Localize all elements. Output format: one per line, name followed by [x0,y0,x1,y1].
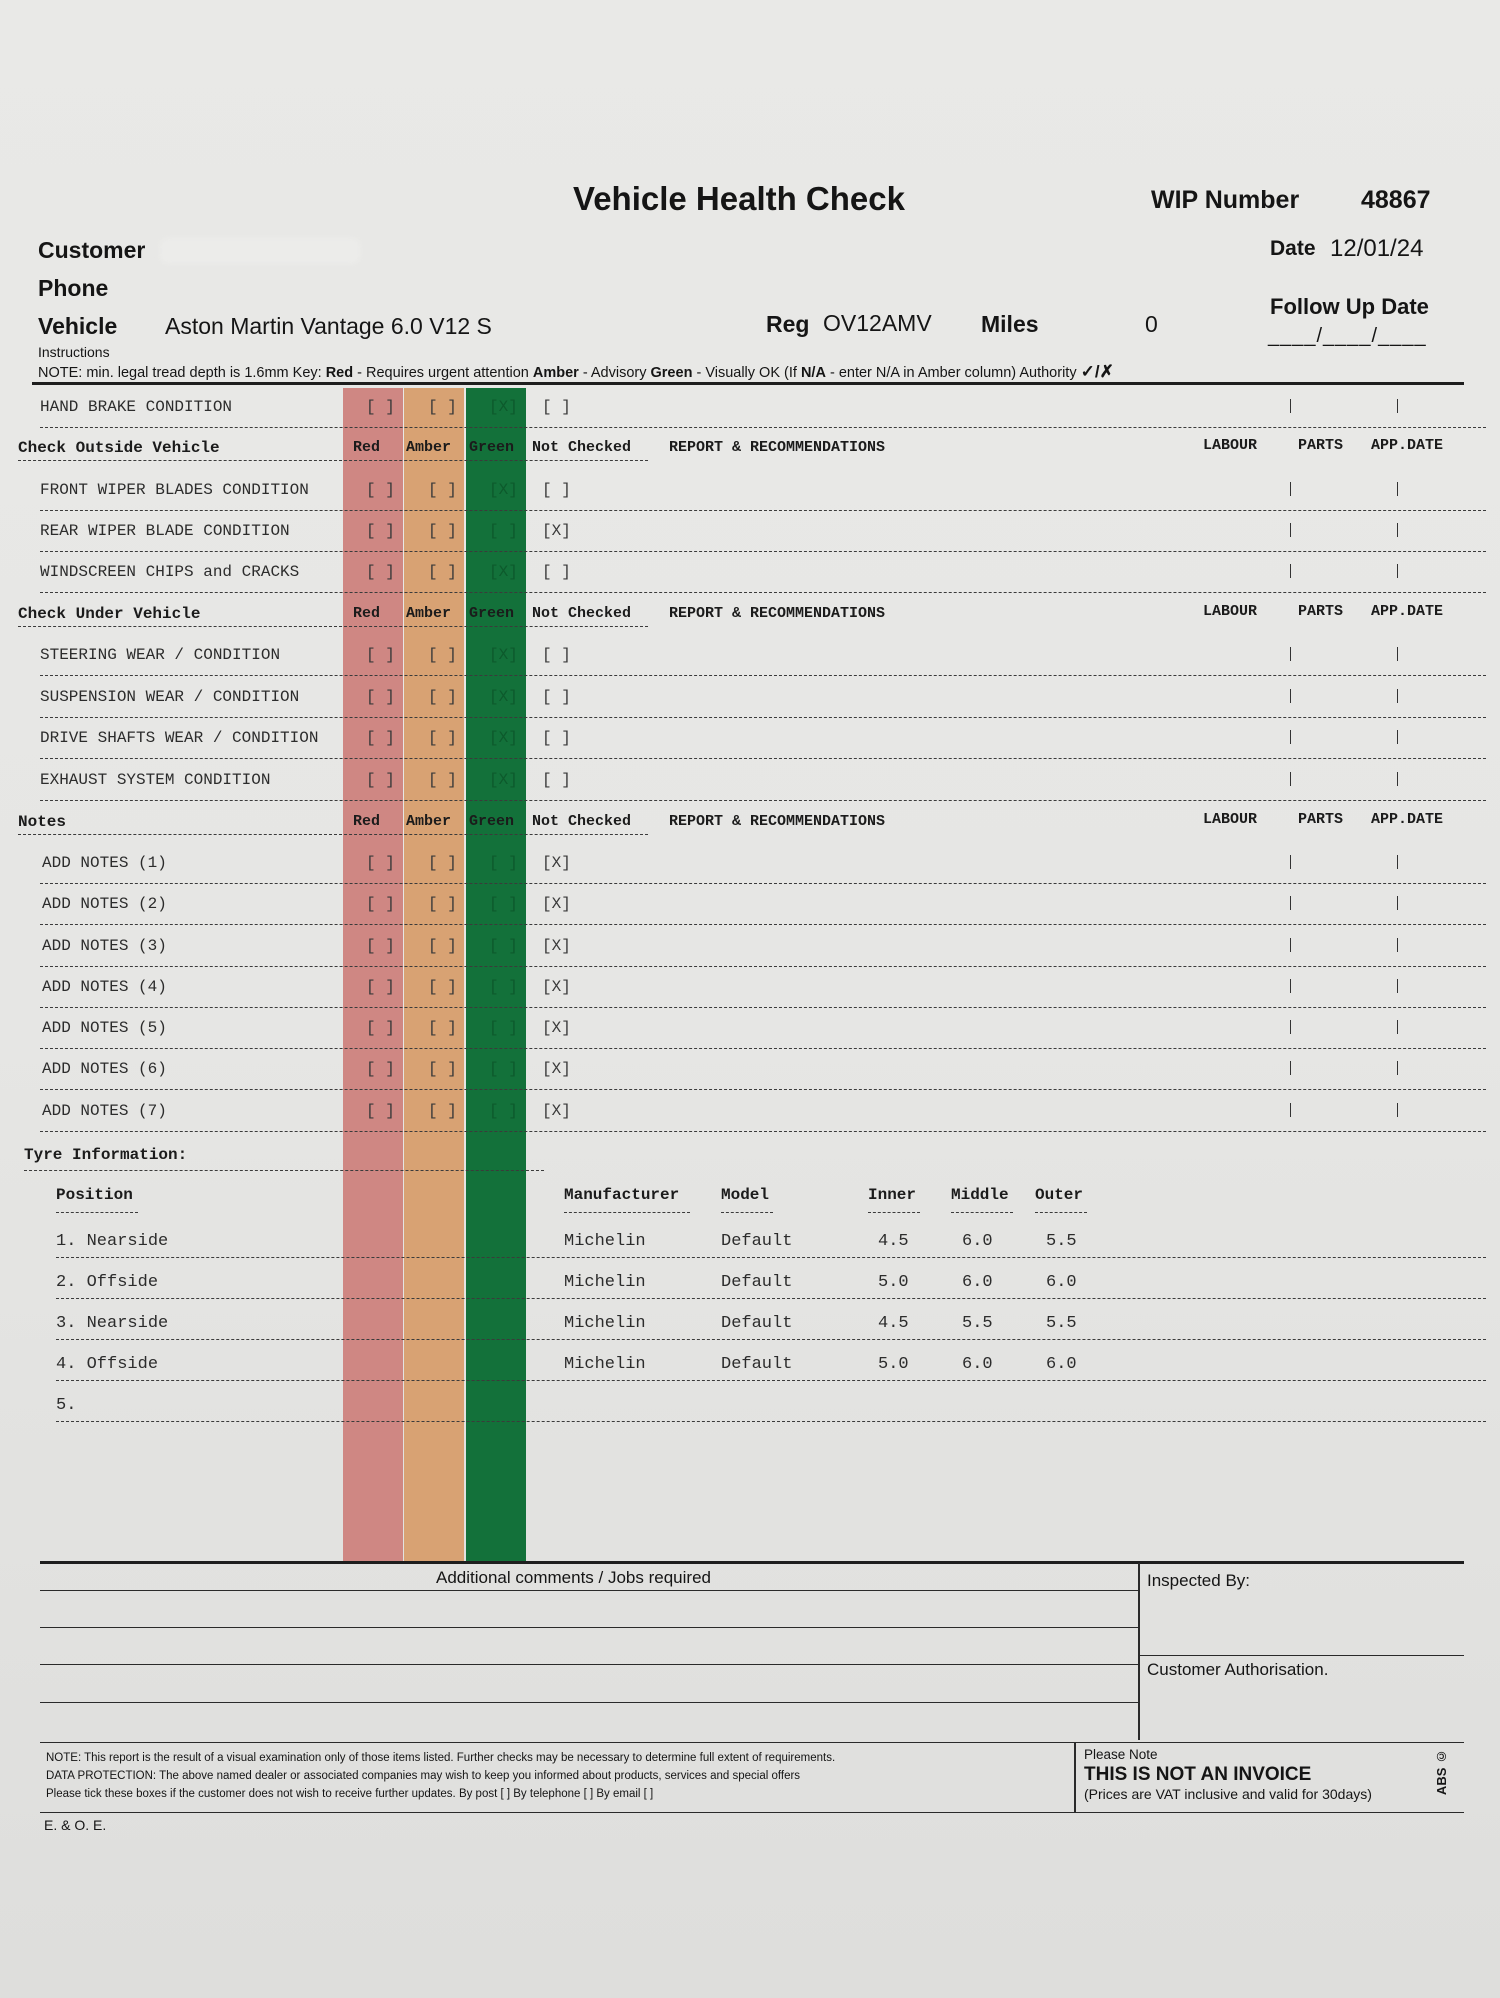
key-green: Green [650,365,693,381]
row-divider [40,592,1486,593]
tyre-outer: 6.0 [1046,1273,1077,1292]
section-header-outside: Check Outside Vehicle [18,439,220,457]
parts-cell[interactable] [1397,1020,1398,1034]
green-checkbox[interactable]: [X] [489,398,518,416]
col-header-red: Red [353,813,381,830]
col-header-app-date: APP.DATE [1371,811,1444,828]
tyre-manufacturer: Michelin [564,1273,646,1292]
parts-cell[interactable] [1397,1103,1398,1117]
red-checkbox[interactable]: [ ] [366,481,395,499]
red-checkbox[interactable]: [ ] [366,522,395,540]
amber-checkbox[interactable]: [ ] [428,978,457,996]
nc-checkbox[interactable]: [X] [542,1019,571,1037]
labour-cell[interactable] [1290,730,1291,744]
labour-cell[interactable] [1290,896,1291,910]
col-header-labour: LABOUR [1203,603,1258,620]
key-amber: Amber [532,365,579,381]
col-header-labour: LABOUR [1203,811,1258,828]
red-checkbox[interactable]: [ ] [366,563,395,581]
col-header-parts: PARTS [1298,437,1344,454]
parts-cell[interactable] [1397,523,1398,537]
row-divider [40,1007,1486,1008]
tyre-position: 5. [56,1396,77,1415]
key-red: Red [325,365,354,381]
green-checkbox[interactable]: [ ] [489,978,518,996]
green-checkbox[interactable]: [ ] [489,854,518,872]
wip-label: WIP Number [1151,186,1300,214]
col-header-not-checked: Not Checked [532,813,632,830]
row-divider [40,800,1486,801]
labour-cell[interactable] [1290,482,1291,496]
red-checkbox[interactable]: [ ] [366,1019,395,1037]
amber-checkbox[interactable]: [ ] [428,646,457,664]
nc-checkbox[interactable]: [ ] [542,563,571,581]
tyre-model: Default [721,1355,793,1374]
labour-cell[interactable] [1290,1103,1291,1117]
red-checkbox[interactable]: [ ] [366,771,395,789]
tyre-header-model: Model [721,1186,770,1204]
nc-checkbox[interactable]: [ ] [542,646,571,664]
checklist-item-front-wiper: FRONT WIPER BLADES CONDITION [40,481,309,499]
labour-cell[interactable] [1290,399,1291,413]
green-checkbox[interactable]: [X] [489,688,518,706]
checklist-item-notes-2: ADD NOTES (2) [42,895,167,913]
nc-checkbox[interactable]: [X] [542,1102,571,1120]
parts-cell[interactable] [1397,647,1398,661]
labour-cell[interactable] [1290,689,1291,703]
authorisation-label: Customer Authorisation. [1147,1660,1329,1679]
parts-cell[interactable] [1397,938,1398,952]
tyre-row-divider [56,1298,1486,1299]
nc-checkbox[interactable]: [X] [542,854,571,872]
parts-cell[interactable] [1397,399,1398,413]
parts-cell[interactable] [1397,689,1398,703]
nc-checkbox[interactable]: [X] [542,1060,571,1078]
green-checkbox[interactable]: [X] [489,771,518,789]
parts-cell[interactable] [1397,772,1398,786]
parts-cell[interactable] [1397,979,1398,993]
red-checkbox[interactable]: [ ] [366,978,395,996]
row-divider [40,924,1486,925]
col-header-not-checked: Not Checked [532,605,632,622]
checklist-item-hand-brake: HAND BRAKE CONDITION [40,398,233,416]
col-header-amber: Amber [406,439,452,456]
vehicle-value: Aston Martin Vantage 6.0 V12 S [165,313,492,339]
header-divider [32,382,1464,385]
footer-note: NOTE: This report is the result of a visual examination only of those items listed. Further checks may be necessary to determine full extent of requirements. [46,1752,836,1764]
section-underline [18,834,648,835]
row-divider [40,1048,1486,1049]
parts-cell[interactable] [1397,1061,1398,1075]
phone-label: Phone [38,275,109,301]
follow-up-date-field[interactable]: ____/____/____ [1268,325,1427,347]
tyre-header-position: Position [56,1186,133,1204]
labour-cell[interactable] [1290,647,1291,661]
amber-checkbox[interactable]: [ ] [428,563,457,581]
green-checkbox[interactable]: [X] [489,729,518,747]
tyre-header-manufacturer: Manufacturer [564,1186,680,1204]
tyre-middle: 6.0 [962,1273,993,1292]
inner-underline [868,1212,920,1213]
green-checkbox[interactable]: [X] [489,646,518,664]
parts-cell[interactable] [1397,730,1398,744]
key-note [38,362,1114,382]
amber-checkbox[interactable]: [ ] [428,688,457,706]
middle-underline [951,1212,1013,1213]
checklist-item-steering: STEERING WEAR / CONDITION [40,646,281,664]
date-label: Date [1270,237,1316,260]
row-divider [40,1089,1486,1090]
customer-name-redacted [160,238,360,264]
labour-cell[interactable] [1290,523,1291,537]
amber-checkbox[interactable]: [ ] [428,398,457,416]
please-note-label: Please Note [1084,1747,1158,1762]
manufacturer-underline [564,1212,690,1213]
tyre-section-title: Tyre Information: [24,1146,188,1164]
col-header-not-checked: Not Checked [532,439,632,456]
amber-checkbox[interactable]: [ ] [428,771,457,789]
key-green-desc: - Visually OK (If [692,365,801,381]
eoe-label: E. & O. E. [44,1817,107,1833]
outer-underline [1035,1212,1087,1213]
row-divider [40,1131,1486,1132]
comment-line-1[interactable] [40,1590,1138,1591]
nc-checkbox[interactable]: [X] [542,937,571,955]
model-underline [721,1212,773,1213]
vehicle-label: Vehicle [38,313,118,339]
tyre-row-divider [56,1421,1486,1422]
inspected-by-label: Inspected By: [1147,1571,1251,1590]
red-checkbox[interactable]: [ ] [366,398,395,416]
checklist-item-notes-5: ADD NOTES (5) [42,1019,167,1037]
red-checkbox[interactable]: [ ] [366,895,395,913]
row-divider [40,551,1486,552]
section-header-under: Check Under Vehicle [18,605,201,623]
nc-checkbox[interactable]: [ ] [542,688,571,706]
checklist-item-notes-1: ADD NOTES (1) [42,854,167,872]
amber-checkbox[interactable]: [ ] [428,729,457,747]
col-header-report: REPORT & RECOMMENDATIONS [669,813,886,830]
col-header-parts: PARTS [1298,603,1344,620]
col-header-labour: LABOUR [1203,437,1258,454]
parts-cell[interactable] [1397,855,1398,869]
nc-checkbox[interactable]: [ ] [542,729,571,747]
tyre-manufacturer: Michelin [564,1314,646,1333]
amber-checkbox[interactable]: [ ] [428,937,457,955]
checklist-item-drive-shafts: DRIVE SHAFTS WEAR / CONDITION [40,729,319,747]
tyre-middle: 6.0 [962,1232,993,1251]
follow-up-label: Follow Up Date [1270,294,1429,319]
tyre-inner: 5.0 [878,1273,909,1292]
labour-cell[interactable] [1290,979,1291,993]
red-checkbox[interactable]: [ ] [366,1102,395,1120]
green-checkbox[interactable]: [ ] [489,937,518,955]
red-checkbox[interactable]: [ ] [366,937,395,955]
green-checkbox[interactable]: [ ] [489,522,518,540]
footer-top-rule [40,1742,1464,1743]
date-value: 12/01/24 [1330,235,1424,262]
amber-checkbox[interactable]: [ ] [428,895,457,913]
authority-mark: ✓/✗ [1080,362,1114,381]
wip-number: 48867 [1361,186,1431,214]
footer-data-protection: DATA PROTECTION: The above named dealer or associated companies may wish to keep you informed about products, services and special offers [46,1770,801,1782]
checklist-item-notes-6: ADD NOTES (6) [42,1060,167,1078]
row-divider [40,758,1486,759]
tyre-middle: 6.0 [962,1355,993,1374]
key-amber-desc: - Advisory [578,365,651,381]
tyre-row-divider [56,1339,1486,1340]
amber-checkbox[interactable]: [ ] [428,481,457,499]
tyre-model: Default [721,1232,793,1251]
tyre-header-outer: Outer [1035,1186,1084,1204]
tyre-outer: 5.5 [1046,1232,1077,1251]
position-underline [56,1212,138,1213]
key-red-desc: - Requires urgent attention [353,365,533,381]
not-invoice-label: THIS IS NOT AN INVOICE [1084,1764,1312,1785]
amber-checkbox[interactable]: [ ] [428,1019,457,1037]
red-checkbox[interactable]: [ ] [366,1060,395,1078]
checklist-item-notes-3: ADD NOTES (3) [42,937,167,955]
red-checkbox[interactable]: [ ] [366,646,395,664]
amber-checkbox[interactable]: [ ] [428,522,457,540]
instructions-label: Instructions [38,344,110,360]
red-checkbox[interactable]: [ ] [366,688,395,706]
abs-logo: ABS © [1434,1749,1449,1796]
tyre-position: 2. Offside [56,1273,159,1292]
tyre-title-underline [24,1170,544,1171]
nc-checkbox[interactable]: [ ] [542,771,571,789]
tyre-model: Default [721,1314,793,1333]
col-header-report: REPORT & RECOMMENDATIONS [669,605,886,622]
labour-cell[interactable] [1290,1061,1291,1075]
footer-divider [1074,1742,1076,1812]
col-header-amber: Amber [406,605,452,622]
col-header-green: Green [469,813,515,830]
inspected-divider [1138,1655,1464,1656]
checklist-item-exhaust: EXHAUST SYSTEM CONDITION [40,771,271,789]
comment-line-2[interactable] [40,1627,1138,1628]
col-header-report: REPORT & RECOMMENDATIONS [669,439,886,456]
footer-optout[interactable]: Please tick these boxes if the customer does not wish to receive further updates. By post [ ] By telephone [ ] By email [ ] [46,1788,654,1800]
amber-checkbox[interactable]: [ ] [428,854,457,872]
col-header-amber: Amber [406,813,452,830]
green-checkbox[interactable]: [ ] [489,1019,518,1037]
row-divider [40,966,1486,967]
col-header-app-date: APP.DATE [1371,437,1444,454]
tyre-position: 1. Nearside [56,1232,169,1251]
row-divider [40,717,1486,718]
green-checkbox[interactable]: [ ] [489,895,518,913]
green-checkbox[interactable]: [ ] [489,1102,518,1120]
col-header-red: Red [353,439,381,456]
green-checkbox[interactable]: [X] [489,563,518,581]
tyre-position: 4. Offside [56,1355,159,1374]
amber-checkbox[interactable]: [ ] [428,1102,457,1120]
key-na-desc: - enter N/A in Amber column) Authority [825,365,1081,381]
customer-label: Customer [38,237,146,263]
checklist-item-suspension: SUSPENSION WEAR / CONDITION [40,688,300,706]
tyre-inner: 4.5 [878,1314,909,1333]
checklist-item-windscreen: WINDSCREEN CHIPS and CRACKS [40,563,300,581]
footer-bottom-rule [40,1812,1464,1813]
key-na: N/A [800,365,826,381]
tyre-position: 3. Nearside [56,1314,169,1333]
green-checkbox[interactable]: [X] [489,481,518,499]
checklist-item-notes-4: ADD NOTES (4) [42,978,167,996]
miles-value: 0 [1145,311,1158,337]
col-header-red: Red [353,605,381,622]
reg-label: Reg [766,311,810,337]
labour-cell[interactable] [1290,938,1291,952]
nc-checkbox[interactable]: [X] [542,978,571,996]
tyre-header-middle: Middle [951,1186,1009,1204]
tyre-outer: 5.5 [1046,1314,1077,1333]
row-divider [40,675,1486,676]
col-header-green: Green [469,439,515,456]
vat-note: (Prices are VAT inclusive and valid for 30days) [1084,1786,1372,1802]
tyre-model: Default [721,1273,793,1292]
labour-cell[interactable] [1290,564,1291,578]
checklist-item-notes-7: ADD NOTES (7) [42,1102,167,1120]
col-header-parts: PARTS [1298,811,1344,828]
nc-checkbox[interactable]: [X] [542,522,571,540]
row-divider [40,510,1486,511]
comment-line-3[interactable] [40,1664,1138,1665]
page-title: Vehicle Health Check [573,180,905,217]
green-checkbox[interactable]: [ ] [489,1060,518,1078]
tyre-inner: 4.5 [878,1232,909,1251]
red-checkbox[interactable]: [ ] [366,854,395,872]
nc-checkbox[interactable]: [X] [542,895,571,913]
parts-cell[interactable] [1397,896,1398,910]
row-divider [40,883,1486,884]
tyre-inner: 5.0 [878,1355,909,1374]
checklist-item-rear-wiper: REAR WIPER BLADE CONDITION [40,522,290,540]
labour-cell[interactable] [1290,772,1291,786]
tyre-manufacturer: Michelin [564,1232,646,1251]
parts-cell[interactable] [1397,482,1398,496]
section-underline [18,626,648,627]
red-checkbox[interactable]: [ ] [366,729,395,747]
miles-label: Miles [981,311,1039,337]
parts-cell[interactable] [1397,564,1398,578]
col-header-app-date: APP.DATE [1371,603,1444,620]
tyre-row-divider [56,1380,1486,1381]
labour-cell[interactable] [1290,855,1291,869]
comments-divider [1138,1563,1140,1740]
tyre-manufacturer: Michelin [564,1355,646,1374]
tyre-outer: 6.0 [1046,1355,1077,1374]
tyre-header-inner: Inner [868,1186,917,1204]
tyre-middle: 5.5 [962,1314,993,1333]
nc-checkbox[interactable]: [ ] [542,481,571,499]
comments-label: Additional comments / Jobs required [436,1568,711,1587]
tyre-row-divider [56,1257,1486,1258]
labour-cell[interactable] [1290,1020,1291,1034]
section-underline [18,460,648,461]
amber-checkbox[interactable]: [ ] [428,1060,457,1078]
comments-top-rule [40,1561,1464,1564]
key-note-text: NOTE: min. legal tread depth is 1.6mm Key: [38,365,326,381]
col-header-green: Green [469,605,515,622]
section-header-notes: Notes [18,813,67,831]
row-divider [40,427,1486,428]
nc-checkbox[interactable]: [ ] [542,398,571,416]
comment-line-4[interactable] [40,1702,1138,1703]
reg-value: OV12AMV [823,310,932,336]
